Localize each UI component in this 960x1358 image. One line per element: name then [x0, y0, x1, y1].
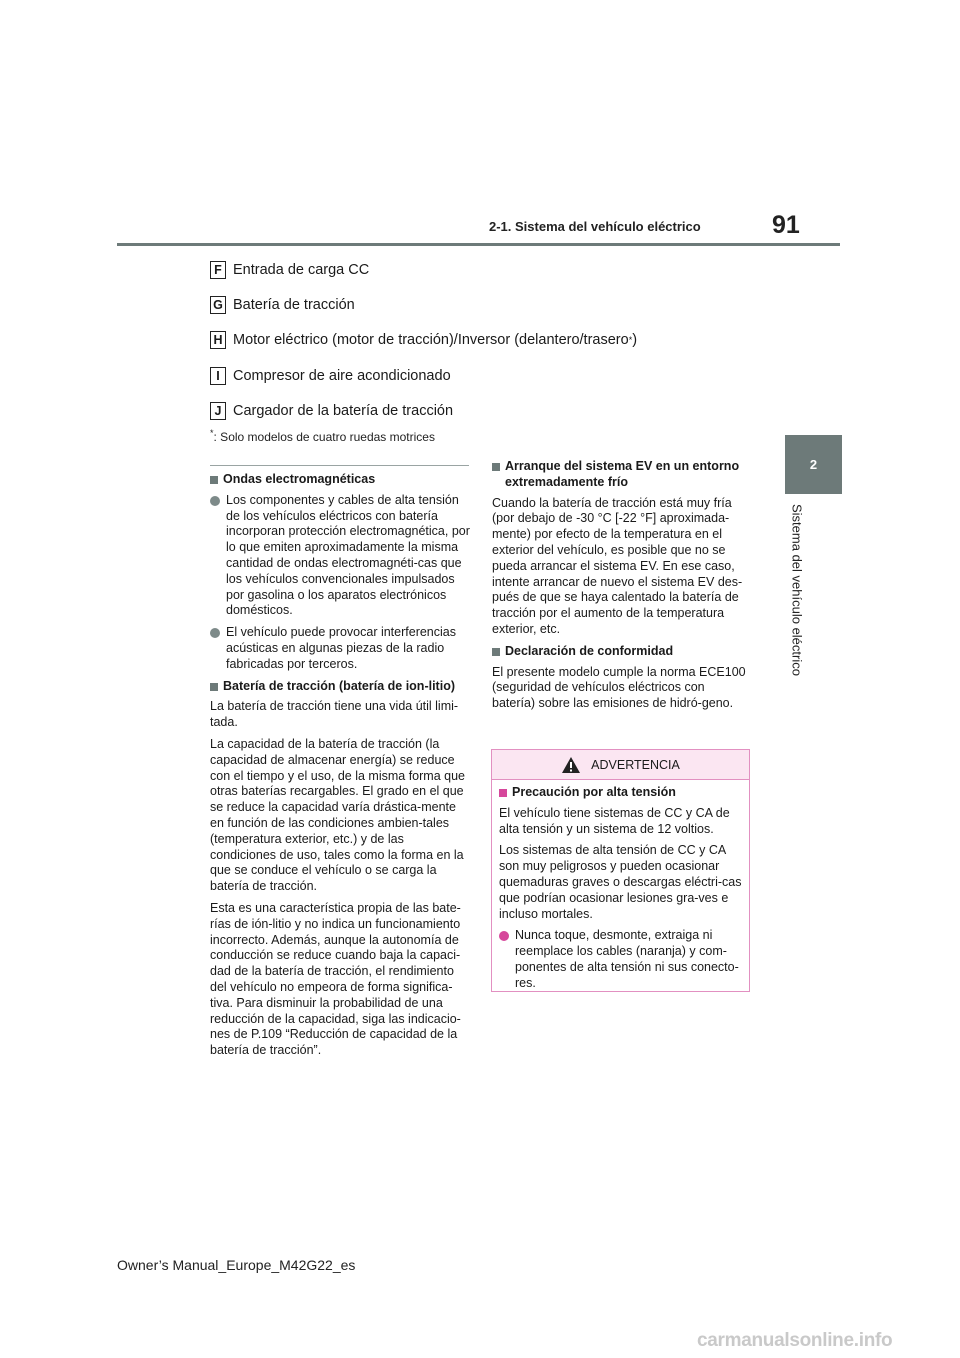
left-column — [210, 472, 470, 1065]
legend-letter: H — [210, 331, 226, 349]
heading-text: Batería de tracción (batería de ion-litio) — [223, 678, 455, 693]
chapter-tab — [785, 435, 842, 494]
warning-box — [491, 749, 750, 992]
legend-letter: G — [210, 296, 226, 314]
legend-text: Entrada de carga CC — [233, 262, 370, 278]
heading-text: Precaución por alta tensión — [512, 785, 676, 799]
square-bullet-icon — [492, 648, 500, 656]
page-number: 91 — [772, 211, 800, 239]
legend-item — [210, 296, 355, 314]
paragraph: Cuando la batería de tracción está muy fría (por debajo de -30 °C [-22 °F] aproximada-mente) por efecto de la temperatura en el exterior del vehículo, es posible que no se pueda arrancar el sistema EV. En ese caso, intente arrancar de nuevo el sistema EV des-pués de que se haya calentado la batería de tracción por el aumento de la temperatura exterior, etc. — [492, 495, 743, 636]
circle-bullet-icon — [210, 628, 220, 638]
section-title: 2-1. Sistema del vehículo eléctrico — [489, 219, 701, 234]
legend-text: Batería de tracción — [233, 297, 355, 313]
legend-sup: * — [628, 335, 633, 345]
footnote — [210, 428, 435, 444]
header-rule — [117, 243, 840, 246]
bullet-text: El vehículo puede provocar interferencias acústicas en algunas piezas de la radio fabricadas por terceros. — [226, 625, 456, 671]
chapter-number: 2 — [809, 457, 818, 472]
bullet-item — [210, 493, 470, 619]
watermark: carmanualsonline.info — [697, 1330, 893, 1351]
paragraph: La capacidad de la batería de tracción (la capacidad de almacenar energía) se reduce con el tiempo y el uso, de la misma forma que otras baterías recargables. El grado en el que se reduce la capacidad varía drástica-mente en función de las condiciones ambien-tales (temperatura exterior, etc.) y de las condiciones de uso, tales como la forma en la que se conduce el vehículo o se carga la batería de tracción. — [210, 736, 465, 894]
legend-letter: I — [210, 367, 226, 385]
square-bullet-icon — [499, 789, 507, 797]
footnote-mark: * — [210, 428, 214, 438]
warning-heading — [499, 785, 742, 801]
circle-bullet-icon — [210, 496, 220, 506]
legend-letter: F — [210, 261, 226, 279]
legend-item — [210, 367, 451, 385]
bullet-text: Los componentes y cables de alta tensión de los vehículos eléctricos con batería incorporan protección electromagnética, por lo que emiten aproximadamente la misma cantidad de ondas electromagnéti-cas que los vehículos convencionales impulsados por gasolina o los aparatos electrónicos domésticos. — [226, 492, 470, 618]
bullet-item — [499, 928, 742, 991]
square-bullet-icon — [210, 683, 218, 691]
legend-text: Cargador de la batería de tracción — [233, 403, 454, 419]
paragraph: Esta es una característica propia de las bate-rías de ión-litio y no indica un funcionamiento incorrecto. Además, aunque la autonomía de conducción se reduce cuando baja la capaci-dad de la batería de tracción, el rendimiento del vehículo no empeora de forma significa-tiva. Para disminuir la probabilidad de una reducción de la capacidad, siga las indicacio-nes de P.109 “Reducción de capacidad de la batería de tracción”. — [210, 900, 461, 1058]
legend-item — [210, 261, 369, 279]
right-column — [492, 459, 750, 718]
warning-triangle-icon — [561, 756, 581, 774]
bullet-item — [210, 625, 470, 672]
warning-header — [492, 750, 749, 780]
heading-text: Declaración de conformidad — [505, 643, 674, 658]
paragraph: El presente modelo cumple la norma ECE100 (seguridad de vehículos eléctricos con batería) sobre las emisiones de hidró-geno. — [492, 664, 746, 711]
paragraph: Los sistemas de alta tensión de CC y CA son muy peligrosos y pueden ocasionar quemaduras graves o descargas eléctri-cas que podrían ocasionar lesiones gra-ves e incluso mortales. — [499, 843, 742, 921]
heading-traction-battery — [210, 679, 470, 695]
chapter-side-label: Sistema del vehículo eléctrico — [789, 504, 805, 676]
legend-item — [210, 402, 453, 420]
footnote-text: : Solo modelos de cuatro ruedas motrices — [213, 430, 435, 444]
footer-manual-id: Owner’s Manual_Europe_M42G22_es — [117, 1257, 356, 1273]
square-bullet-icon — [210, 476, 218, 484]
warning-title: ADVERTENCIA — [591, 757, 680, 772]
heading-text: Arranque del sistema EV en un entorno extremadamente frío — [505, 459, 740, 489]
heading-electromagnetic — [210, 472, 470, 488]
warning-body — [492, 780, 749, 992]
circle-bullet-icon — [499, 931, 509, 941]
heading-cold-start — [492, 459, 750, 491]
legend-text: Motor eléctrico (motor de tracción)/Inversor (delantero/trasero — [233, 332, 629, 348]
bullet-text: Nunca toque, desmonte, extraiga ni reemplace los cables (naranja) y com-ponentes de alta tensión ni sus conecto-res. — [515, 928, 739, 990]
heading-text: Ondas electromagnéticas — [223, 472, 376, 486]
legend-item — [210, 331, 637, 349]
heading-conformity — [492, 644, 750, 660]
column-rule — [210, 465, 469, 466]
legend-text: Compresor de aire acondicionado — [233, 368, 451, 384]
paragraph: El vehículo tiene sistemas de CC y CA de alta tensión y un sistema de 12 voltios. — [499, 805, 730, 836]
legend-letter: J — [210, 402, 226, 420]
square-bullet-icon — [492, 463, 500, 471]
legend-text-after: ) — [632, 332, 638, 348]
paragraph: La batería de tracción tiene una vida útil limi-tada. — [210, 699, 459, 730]
